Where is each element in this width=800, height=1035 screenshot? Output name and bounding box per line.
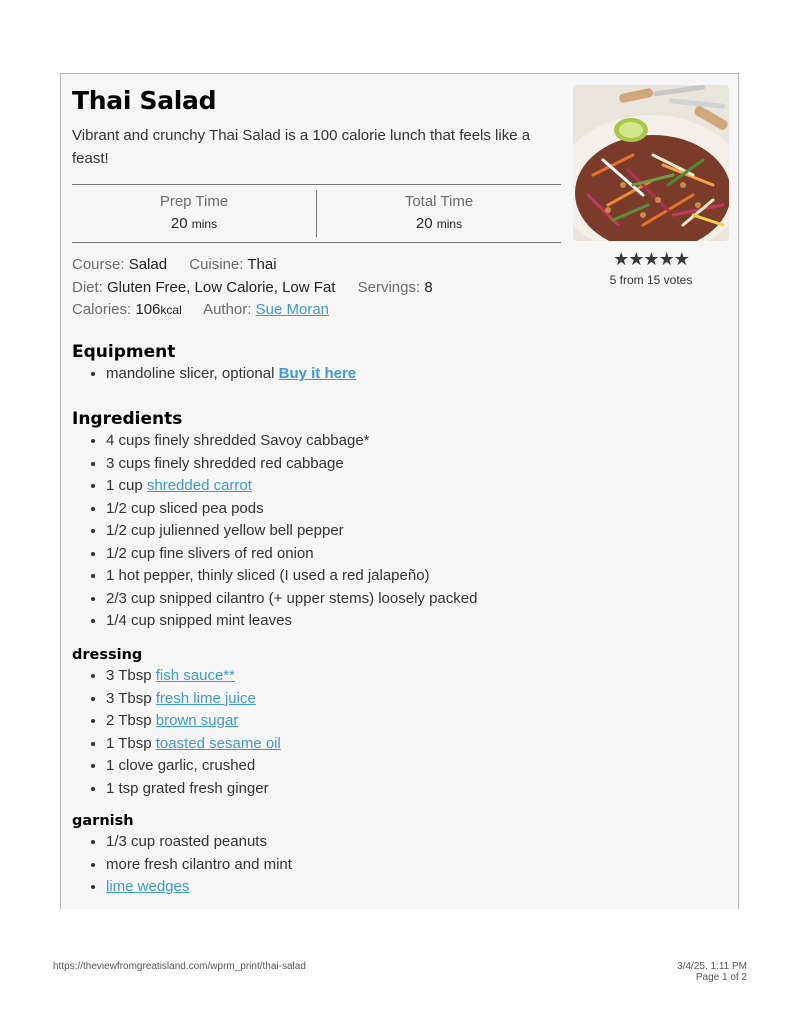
ingredient-item [106, 876, 292, 899]
footer-url: https://theviewfromgreatisland.com/wprm_print/thai-salad [53, 961, 306, 972]
prep-time-label: Prep Time [159, 193, 229, 210]
ingredient-item [106, 710, 281, 733]
equipment-list [72, 363, 356, 386]
rating-votes: 5 from 15 votes [609, 273, 693, 287]
ingredient-item [106, 688, 281, 711]
total-time [316, 190, 561, 237]
ingredient-item: • 1/2 cup sliced pea pods [106, 498, 477, 521]
ingredient-item: • 1/2 cup julienned yellow bell pepper [106, 520, 477, 543]
prep-time [72, 185, 316, 242]
ingredient-item: • 1 clove garlic, crushed [106, 755, 281, 778]
cuisine-label: Cuisine: [189, 256, 244, 273]
salad-photo [573, 85, 729, 241]
calories-unit: kcal [160, 303, 182, 317]
recipe-title: Thai Salad [72, 86, 217, 115]
ingredient-item-text: 3 Tbsp [106, 667, 156, 684]
fresh-lime-juice-link[interactable]: fresh lime juice [155, 689, 256, 707]
ingredient-item: • 1 hot pepper, thinly sliced (I used a red jalapeño) [106, 565, 477, 588]
shredded-carrot-link[interactable]: shredded carrot [146, 477, 252, 494]
prep-time-unit: mins [191, 217, 218, 231]
toasted-sesame-oil-link[interactable]: toasted sesame oil [155, 734, 281, 752]
ingredient-item: • 1 tsp grated fresh ginger [106, 778, 281, 801]
diet-label: Diet: [72, 278, 103, 296]
ingredients-list [72, 430, 477, 633]
servings-label: Servings: [357, 278, 421, 296]
rating-stars[interactable]: ★★★★★ [613, 249, 689, 269]
ingredient-item [106, 733, 281, 756]
servings-value: 8 [424, 278, 433, 296]
ingredient-item-text: 1 cup [106, 477, 147, 494]
recipe-meta [72, 254, 433, 322]
ingredient-item [106, 665, 281, 688]
course-label: Course: [72, 256, 125, 273]
diet-value: Gluten Free, Low Calorie, Low Fat [107, 278, 336, 296]
equipment-heading: Equipment [72, 342, 176, 362]
footer-info [677, 961, 747, 983]
cuisine-value: Thai [247, 256, 277, 273]
ingredients-heading: Ingredients [72, 409, 183, 429]
ingredient-item-text: 1 Tbsp [106, 734, 156, 752]
dressing-heading: dressing [72, 647, 143, 663]
calories-value: 106 [135, 301, 161, 318]
footer-page-number: Page 1 of 2 [695, 972, 747, 983]
ingredient-item: • 3 cups finely shredded red cabbage [106, 453, 477, 476]
total-time-label: Total Time [404, 193, 474, 210]
brown-sugar-link[interactable]: brown sugar [155, 712, 239, 729]
recipe-summary: Vibrant and crunchy Thai Salad is a 100 calorie lunch that feels like a feast! [72, 127, 531, 167]
buy-it-here-link[interactable]: Buy it here [278, 365, 357, 382]
ingredient-item: • 1/3 cup roasted peanuts [106, 831, 292, 854]
ingredient-item-text: 2 Tbsp [106, 712, 156, 729]
lime-wedges-link[interactable]: lime wedges [106, 878, 190, 895]
equipment-item-text: mandoline slicer, optional [106, 365, 279, 382]
ingredient-item: • more fresh cilantro and mint [106, 854, 292, 877]
ingredient-item: • 1/4 cup snipped mint leaves [106, 610, 477, 633]
total-time-unit: mins [436, 217, 463, 231]
prep-time-value: 20 [170, 215, 188, 232]
author-label: Author: [203, 301, 252, 318]
calories-label: Calories: [72, 301, 132, 318]
recipe-card [60, 73, 739, 909]
ingredient-item-text: 3 Tbsp [106, 689, 156, 707]
footer-datetime: 3/4/25, 1:11 PM [677, 961, 747, 972]
garnish-list [72, 831, 292, 899]
equipment-item [106, 363, 356, 386]
ingredient-item: • 1/2 cup fine slivers of red onion [106, 543, 477, 566]
dressing-list [72, 665, 281, 800]
course-value: Salad [128, 256, 168, 273]
total-time-value: 20 [415, 215, 433, 232]
garnish-heading: garnish [72, 813, 134, 829]
fish-sauce-link[interactable]: fish sauce** [155, 667, 235, 684]
ingredient-item: • 4 cups finely shredded Savoy cabbage* [106, 430, 477, 453]
recipe-times [72, 184, 561, 243]
ingredient-item [106, 475, 477, 498]
ingredient-item: • 2/3 cup snipped cilantro (+ upper stems) loosely packed [106, 588, 477, 611]
author-link[interactable]: Sue Moran [255, 301, 329, 318]
